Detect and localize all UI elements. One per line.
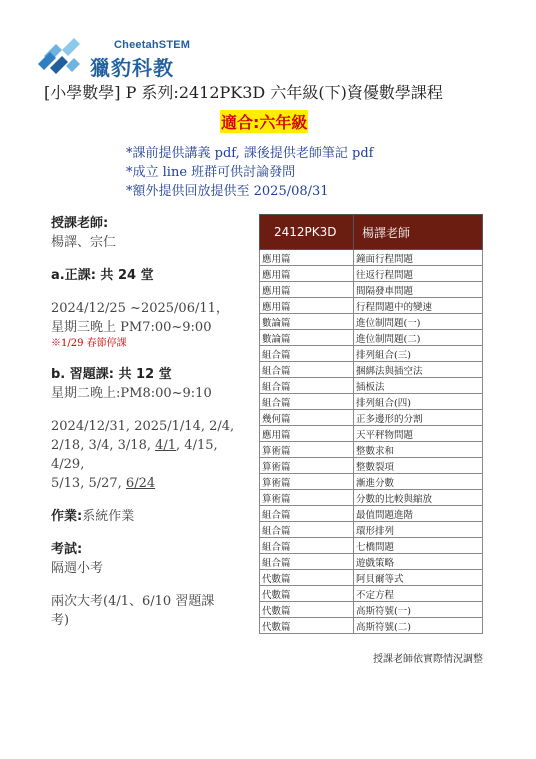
lesson-title-cell: 插板法 [354,378,483,394]
lesson-title-cell: 整數求和 [354,442,483,458]
syllabus-table [259,214,483,634]
main-class-label: a.正課: 共 24 堂 [51,268,154,283]
practice-dates-line [51,436,251,474]
main-class-time: 星期三晚上 PM7:00~9:00 [51,320,212,335]
practice-date-highlight: 6/24 [125,476,156,491]
table-row [260,426,483,442]
topic-category-cell: 代數篇 [260,618,354,634]
holiday-note: ※1/29 春節停課 [51,338,127,349]
table-row [260,586,483,602]
homework-line [51,507,251,526]
practice-dates-text: , 4/15, 4/29, [51,438,218,472]
practice-dates-line [51,474,251,493]
table-row [260,410,483,426]
topic-category-cell: 組合篇 [260,346,354,362]
homework-value: 系統作業 [82,509,135,524]
topic-category-cell: 算術篇 [260,442,354,458]
lesson-title-cell: 阿貝爾等式 [354,570,483,586]
practice-class-label: b. 習題課: 共 12 堂 [51,367,172,382]
practice-dates-text: 2/18, 3/4, 3/18, [51,438,156,453]
table-row [260,266,483,282]
topic-category-cell: 應用篇 [260,250,354,266]
course-info [51,214,251,630]
table-row [260,602,483,618]
lesson-title-cell: 漸進分數 [354,474,483,490]
lesson-title-cell: 捆綁法與插空法 [354,362,483,378]
topic-category-cell: 代數篇 [260,586,354,602]
topic-category-cell: 算術篇 [260,474,354,490]
lesson-title-cell: 高斯符號(二) [354,618,483,634]
table-footnote: 授課老師依實際情況調整 [373,654,483,665]
table-row [260,314,483,330]
table-row [260,346,483,362]
note-item: *額外提供回放提供至 2025/08/31 [126,184,329,199]
topic-category-cell: 數論篇 [260,314,354,330]
topic-category-cell: 組合篇 [260,522,354,538]
syllabus-table-container [259,214,483,665]
topic-category-cell: 幾何篇 [260,410,354,426]
table-row [260,506,483,522]
lesson-title-cell: 間隔發車問題 [354,282,483,298]
table-row [260,378,483,394]
lesson-title-cell: 鐘面行程問題 [354,250,483,266]
logo [36,38,206,80]
table-row [260,442,483,458]
topic-category-cell: 算術篇 [260,490,354,506]
table-row [260,458,483,474]
table-row [260,330,483,346]
note-item: *成立 line 班群可供討論發問 [126,165,296,180]
lesson-title-cell: 遊戲策略 [354,554,483,570]
lesson-title-cell: 環形排列 [354,522,483,538]
lesson-title-cell: 排列組合(四) [354,394,483,410]
practice-dates-line: 2024/12/31, 2025/1/14, 2/4, [51,419,235,434]
lesson-title-cell: 七橋問題 [354,538,483,554]
teacher-label: 授課老師: [51,216,109,231]
topic-category-cell: 應用篇 [260,282,354,298]
table-header-teacher: 楊譯老師 [354,215,483,250]
lesson-title-cell: 往返行程問題 [354,266,483,282]
topic-category-cell: 組合篇 [260,378,354,394]
lesson-title-cell: 進位制問題(二) [354,330,483,346]
table-row [260,522,483,538]
practice-date-highlight: 4/1 [155,438,177,453]
topic-category-cell: 應用篇 [260,266,354,282]
lesson-title-cell: 排列組合(三) [354,346,483,362]
big-exam-text: 兩次大考(4/1、6/10 習題課 [51,594,215,609]
lesson-title-cell: 分數的比較與縮放 [354,490,483,506]
teacher-names: 楊譯、宗仁 [51,235,117,250]
logo-mark [36,38,92,80]
topic-category-cell: 組合篇 [260,506,354,522]
brand-name-cn: 獵豹科教 [90,56,174,80]
topic-category-cell: 組合篇 [260,362,354,378]
topic-category-cell: 應用篇 [260,298,354,314]
lesson-title-cell: 高斯符號(一) [354,602,483,618]
topic-category-cell: 組合篇 [260,394,354,410]
table-row [260,282,483,298]
table-row [260,250,483,266]
table-header-code: 2412PK3D [260,215,354,250]
homework-label: 作業: [51,509,83,524]
exam-label: 考試: [51,542,83,557]
exam-value: 隔週小考 [51,561,104,576]
topic-category-cell: 數論篇 [260,330,354,346]
table-row [260,474,483,490]
table-header-row [260,215,483,250]
table-row [260,298,483,314]
practice-dates-text: 5/13, 5/27, [51,476,126,491]
lesson-title-cell: 不定方程 [354,586,483,602]
topic-category-cell: 代數篇 [260,602,354,618]
table-row [260,490,483,506]
page-title: [小學數學] P 系列:2412PK3D 六年級(下)資優數學課程 [44,83,443,102]
lesson-title-cell: 進位制問題(一) [354,314,483,330]
table-row [260,554,483,570]
practice-class-time: 星期二晚上:PM8:00~9:10 [51,386,212,401]
lesson-title-cell: 最值問題進階 [354,506,483,522]
table-row [260,362,483,378]
topic-category-cell: 組合篇 [260,554,354,570]
topic-category-cell: 算術篇 [260,458,354,474]
course-notes [126,144,373,201]
lesson-title-cell: 行程問題中的變速 [354,298,483,314]
table-row [260,394,483,410]
table-row [260,538,483,554]
note-item: *課前提供講義 pdf, 課後提供老師筆記 pdf [126,146,374,161]
big-exam-text: 考) [51,613,70,628]
brand-name-en: CheetahSTEM [114,39,191,51]
suitable-grade-badge: 適合:六年級 [220,110,308,133]
lesson-title-cell: 整數裂項 [354,458,483,474]
table-body [260,250,483,634]
topic-category-cell: 應用篇 [260,426,354,442]
topic-category-cell: 組合篇 [260,538,354,554]
table-row [260,570,483,586]
lesson-title-cell: 天平秤物問題 [354,426,483,442]
table-row [260,618,483,634]
main-class-dates: 2024/12/25 ~2025/06/11， [51,301,229,316]
lesson-title-cell: 正多邊形的分割 [354,410,483,426]
topic-category-cell: 代數篇 [260,570,354,586]
